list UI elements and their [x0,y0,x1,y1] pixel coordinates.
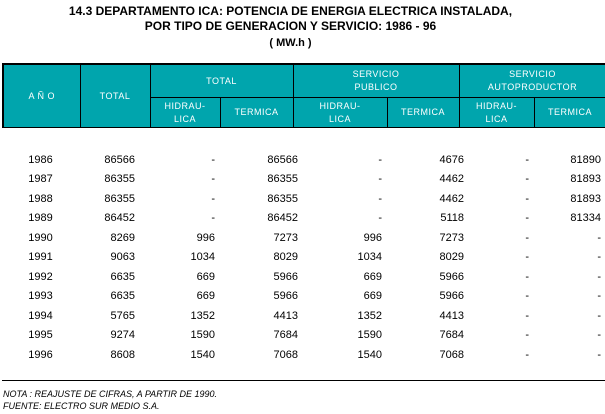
cell-a-h: - [525,173,529,186]
cell-total: 9274 [110,329,135,342]
table-header [2,64,605,128]
header-publico-hidraulica: HIDRAU- LICA [293,98,387,128]
cell-t-h: 1034 [190,251,215,264]
table-row [2,209,605,229]
cell-year: 1995 [28,329,53,342]
cell-p-t: 5966 [439,290,464,303]
cell-p-h: - [378,192,382,205]
cell-a-t: 81893 [570,192,601,205]
cell-year: 1994 [28,309,53,322]
table-row [2,345,605,365]
header-group-total: TOTAL [150,65,293,98]
header-auto-termica: TERMICA [534,98,605,128]
cell-t-t: 86566 [267,153,298,166]
cell-p-h: 996 [363,231,382,244]
cell-p-h: 669 [363,270,382,283]
table-title-line1: 14.3 DEPARTAMENTO ICA: POTENCIA DE ENERGIA ELECTRICA INSTALADA, [68,4,513,18]
cell-p-t: 5118 [440,212,464,225]
cell-t-h: 996 [196,231,215,244]
header-publico-line2: PUBLICO [354,82,398,92]
cell-total: 6635 [110,290,135,303]
cell-p-h: - [378,212,382,225]
header-group-autoproductor [459,65,605,98]
cell-a-t: 81890 [570,153,601,166]
table-title-line2: POR TIPO DE GENERACION Y SERVICIO: 1986 - 96 [144,19,437,33]
table-row [2,306,605,326]
table-row [2,267,605,287]
cell-t-t: 5966 [273,290,298,303]
header-publico-line1: SERVICIO [352,69,400,79]
cell-t-h: 1540 [190,348,215,361]
cell-a-h: - [525,192,529,205]
cell-a-t: - [597,309,601,322]
cell-a-t: - [597,329,601,342]
table-row [2,189,605,209]
table-row [2,170,605,190]
cell-total: 8608 [110,348,135,361]
cell-total: 9063 [110,251,135,264]
cell-p-h: 1352 [357,309,382,322]
cell-t-h: 1590 [190,329,215,342]
header-year: A Ñ O [3,65,80,128]
header-auto-hidraulica: HIDRAU- LICA [459,98,534,128]
cell-t-t: 4413 [273,309,298,322]
header-total: TOTAL [80,65,150,128]
header-total-hidraulica: HIDRAU- LICA [150,98,220,128]
header-auto-line1: SERVICIO [509,69,556,79]
table-source: FUENTE: ELECTRO SUR MEDIO S.A. [3,401,160,411]
header-auto-line2: AUTOPRODUCTOR [487,82,578,92]
cell-t-t: 86452 [267,212,298,225]
cell-p-h: 1540 [357,348,382,361]
cell-p-t: 8029 [439,251,464,264]
cell-a-h: - [525,329,529,342]
cell-a-h: - [525,153,529,166]
cell-year: 1988 [28,192,53,205]
header-publico-termica: TERMICA [387,98,459,128]
cell-t-t: 5966 [273,270,298,283]
cell-p-t: 7684 [439,329,464,342]
cell-p-h: - [378,153,382,166]
cell-t-h: 1352 [190,309,215,322]
cell-year: 1996 [28,348,53,361]
cell-a-h: - [525,231,529,244]
cell-year: 1990 [28,231,53,244]
cell-a-h: - [525,212,529,225]
cell-t-h: - [211,153,215,166]
cell-a-h: - [525,290,529,303]
table-row [2,287,605,307]
cell-total: 8269 [110,231,135,244]
table-units: ( MW.h ) [269,37,312,49]
cell-p-h: - [378,173,382,186]
cell-t-h: - [211,173,215,186]
cell-year: 1986 [28,153,53,166]
cell-total: 86566 [104,153,135,166]
table-row [2,248,605,268]
cell-a-t: - [597,290,601,303]
cell-a-t: - [597,231,601,244]
table-row [2,326,605,346]
cell-a-t: - [597,270,601,283]
cell-t-t: 7068 [273,348,298,361]
cell-p-h: 1590 [357,329,382,342]
cell-a-t: - [597,348,601,361]
cell-a-h: - [525,251,529,264]
header-total-termica: TERMICA [220,98,293,128]
cell-year: 1992 [28,270,53,283]
cell-total: 86355 [104,173,135,186]
cell-year: 1989 [28,212,53,225]
cell-year: 1993 [28,290,53,303]
cell-a-t: 81893 [570,173,601,186]
cell-t-h: 669 [196,290,215,303]
cell-t-t: 8029 [273,251,298,264]
cell-total: 5765 [110,309,135,322]
cell-p-t: 4413 [439,309,464,322]
cell-year: 1991 [28,251,53,264]
cell-p-t: 4676 [439,153,464,166]
cell-total: 86355 [104,192,135,205]
cell-t-t: 86355 [267,192,298,205]
cell-a-t: - [597,251,601,264]
table-body [2,150,605,365]
cell-year: 1987 [28,173,53,186]
cell-total: 86452 [104,212,135,225]
cell-p-t: 5966 [439,270,464,283]
cell-t-h: - [211,212,215,225]
table-bottom-rule [2,380,605,381]
table-row [2,228,605,248]
header-group-publico [293,65,459,98]
cell-a-h: - [525,348,529,361]
cell-a-h: - [525,309,529,322]
table-row [2,150,605,170]
cell-total: 6635 [110,270,135,283]
cell-a-h: - [525,270,529,283]
cell-p-h: 1034 [357,251,382,264]
cell-p-t: 7273 [439,231,464,244]
cell-t-h: - [211,192,215,205]
cell-t-h: 669 [196,270,215,283]
cell-t-t: 7684 [273,329,298,342]
cell-t-t: 7273 [273,231,298,244]
cell-p-t: 4462 [439,173,464,186]
cell-p-t: 4462 [439,192,464,205]
cell-a-t: 81334 [570,212,601,225]
cell-t-t: 86355 [267,173,298,186]
cell-p-h: 669 [363,290,382,303]
table-note: NOTA : REAJUSTE DE CIFRAS, A PARTIR DE 1990. [3,389,218,399]
cell-p-t: 7068 [439,348,464,361]
